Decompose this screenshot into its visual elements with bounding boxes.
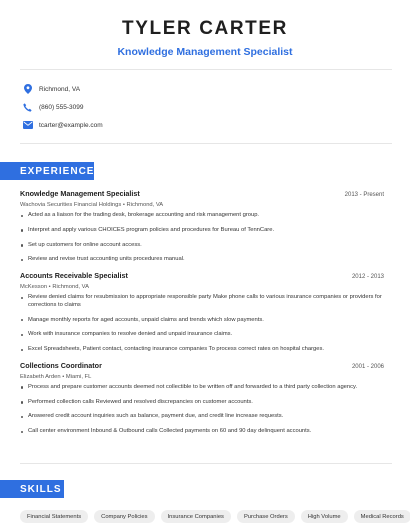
job-title: Knowledge Management Specialist (20, 189, 140, 198)
skill-pill: Insurance Companies (161, 510, 231, 523)
job-company: McKesson (20, 284, 48, 291)
divider (20, 463, 392, 464)
job-bullet: Acted as a liaison for the trading desk, brokerage accounting and risk management group. (20, 212, 384, 220)
job-bullets (20, 384, 384, 436)
job-company-line: Elizabeth Arden • Miami, FL (20, 373, 92, 380)
skill-pill: Company Policies (94, 510, 154, 523)
job-dates: 2001 - 2006 (351, 363, 384, 370)
job-company-line: Wachovia Securities Financial Holdings • Richmond, VA (20, 202, 164, 208)
candidate-name: TYLER CARTER (122, 18, 288, 39)
skill-pill: Purchase Orders (237, 510, 295, 523)
job-bullet: Set up customers for online account access. (20, 242, 384, 250)
resume-header (0, 18, 410, 58)
contact-info (22, 80, 103, 134)
job-bullets (20, 294, 384, 354)
job-title: Accounts Receivable Specialist (20, 271, 128, 281)
skill-pill: Medical Records (354, 510, 410, 523)
job-bullet: Performed collection calls Reviewed and resolved discrepancies on customer accounts. (20, 399, 384, 407)
job-location: Miami, FL (65, 373, 92, 380)
job-company-line: McKesson • Richmond, VA (20, 284, 89, 291)
job-bullet: Manage monthly reports for aged accounts, unpaid claims and trends which slow payments. (20, 317, 384, 325)
location-text: Richmond, VA (39, 85, 81, 93)
job-bullet: Answered credit account inquiries such as balance, payment due, and credit line increase requests. (20, 413, 384, 421)
mail-icon (22, 120, 33, 131)
job-dates: 2012 - 2013 (351, 274, 384, 281)
contact-email (22, 116, 103, 134)
email-text[interactable]: tcarter@example.com (39, 121, 103, 129)
job-location: Richmond, VA (52, 284, 89, 291)
job-entry (20, 189, 384, 264)
job-bullets (20, 212, 384, 264)
phone-text: (860) 555-3099 (39, 103, 84, 111)
job-entry (20, 271, 384, 354)
job-entry (20, 361, 384, 436)
skills-list (20, 510, 410, 523)
contact-location (22, 80, 103, 98)
job-title: Collections Coordinator (20, 360, 102, 370)
skill-pill: Financial Statements (20, 510, 88, 523)
job-dates: 2013 - Present (344, 192, 384, 198)
experience-list (20, 189, 384, 443)
job-bullet: Excel Spreadsheets, Patient contact, contacting insurance companies To process correct rates on hospital charges. (20, 346, 384, 354)
job-bullet: Interpret and apply various CHOICES program policies and procedures for Bureau of TennCare. (20, 227, 384, 235)
job-location: Richmond, VA (126, 202, 164, 208)
map-pin-icon (22, 84, 33, 95)
job-bullet: Work with insurance companies to resolve denied and unpaid insurance claims. (20, 331, 384, 339)
divider (20, 69, 392, 70)
job-bullet: Review denied claims for resubmission to appropriate responsible party Make phone calls to various insurance companies or providers for corrections to claims (20, 294, 384, 309)
section-header-skills: SKILLS (0, 480, 64, 498)
job-company: Elizabeth Arden (20, 373, 61, 380)
contact-phone (22, 98, 103, 116)
job-company: Wachovia Securities Financial Holdings (20, 202, 122, 208)
phone-icon (22, 102, 33, 113)
candidate-title: Knowledge Management Specialist (117, 46, 293, 58)
job-bullet: Call center environment Inbound & Outbound calls Collected payments on 60 and 90 day delinquent accounts. (20, 428, 384, 436)
section-header-experience: EXPERIENCE (0, 162, 94, 180)
job-bullet: Review and revise trust accounting units procedures manual. (20, 256, 384, 264)
skill-pill: High Volume (301, 510, 348, 523)
divider (20, 143, 392, 144)
job-bullet: Process and prepare customer accounts deemed not collectible to be written off and forwarded to a third party collection agency. (20, 384, 384, 392)
